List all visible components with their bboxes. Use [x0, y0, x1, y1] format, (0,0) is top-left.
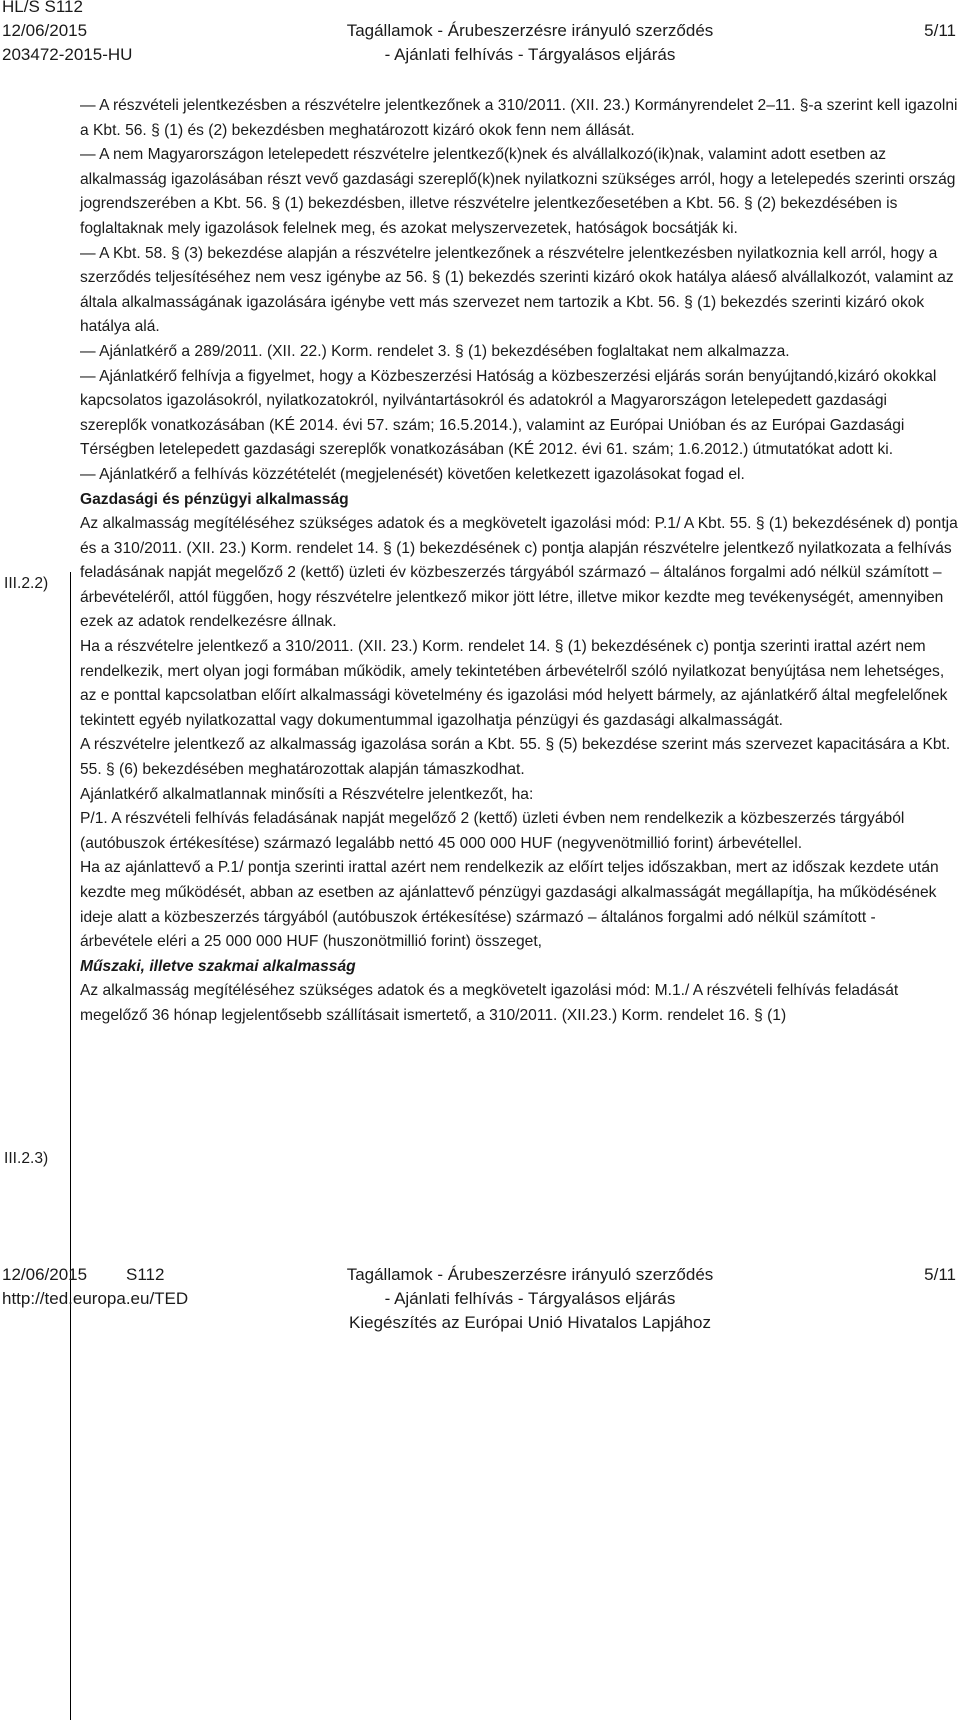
- paragraph: — A Kbt. 58. § (3) bekezdése alapján a részvételre jelentkezőnek a részvételre jelentkezésben nyilatkoznia kell arról, hogy a szerződés teljesítéséhez nem vesz igénybe az 56. § (1) bekezdés szerinti kizáró okok hatálya aláeső alvállalkozót, valamint az általa alkalmasságának igazolására igénybe vett más szervezet nem tartozik a Kbt. 56. § (1) bekezdés szerinti kizáró okok hatálya alá.: [80, 244, 954, 336]
- paragraph: P/1. A részvételi felhívás feladásának napját megelőző 2 (kettő) üzleti évben nem rendelkezik a közbeszerzés tárgyából (autóbuszok értékesítése) származó legalább nettó 45 000 000 HUF (negyvenötmillió forint) árbevétellel.: [80, 810, 905, 852]
- section-label: III.2.2): [4, 575, 49, 592]
- document-body: [80, 94, 958, 1029]
- footer-title: Tagállamok - Árubeszerzésre irányuló szerződés: [346, 1265, 714, 1284]
- section-label: III.2.3): [4, 1150, 49, 1167]
- header-title: Tagállamok - Árubeszerzésre irányuló szerződés: [346, 21, 714, 40]
- paragraph: Az alkalmasság megítéléséhez szükséges adatok és a megkövetelt igazolási mód: M.1./ A részvételi felhívás feladását megelőző 36 hónap legjelentősebb szállításait ismertető, a 310/2011. (XII.23.) Korm. rendelet 16. § (1): [80, 982, 899, 1024]
- paragraph: — A nem Magyarországon letelepedett részvételre jelentkező(k)nek és alvállalkozó(ik)nak, valamint adott esetben az alkalmasság igazolásában részt vevő gazdasági szereplő(k)nek nyilatkozni szükséges arról, hogy a letelepedés szerinti ország jogrendszerében a Kbt. 56. § (1) bekezdésben, illetve részvételre jelentkezőesetében a Kbt. 56. § (2) bekezdésében is foglaltaknak mely igazolások felelnek meg, és azokat melyszervezetek, hatóságok bocsátják ki.: [80, 146, 956, 237]
- paragraph: — Ajánlatkérő felhívja a figyelmet, hogy a Közbeszerzési Hatóság a közbeszerzési eljárás során benyújtandó,kizáró okokkal kapcsolatos igazolásokról, nyilatkozatokról, nyilvántartásokról és adatokról a Magyarországon letelepedett gazdasági szereplők vonatkozásában (KÉ 2014. évi 57. szám; 16.5.2014.), valamint az Európai Unióban és az Európai Gazdasági Térségben letelepedett gazdasági szereplők vonatkozásában (KÉ 2012. évi 61. szám; 1.6.2012.) útmutatókat adott ki.: [80, 367, 937, 459]
- paragraph: — Ajánlatkérő a felhívás közzétételét (megjelenését) követően keletkezett igazolásokat fogad el.: [80, 465, 745, 483]
- footer-page: 5/11: [924, 1265, 956, 1284]
- footer-url[interactable]: http://ted.europa.eu/TED: [2, 1289, 189, 1308]
- page-header: [0, 0, 960, 70]
- paragraph: Az alkalmasság megítéléséhez szükséges adatok és a megkövetelt igazolási mód: P.1/ A Kbt. 55. § (1) bekezdésének d) pontja és a 310/2011. (XII. 23.) Korm. rendelet 14. § (1) bekezdésének c) pontja alapján részvételre jelentkező nyilatkozata a felhívás feladásának napját megelőző 2 (kettő) üzleti év közbeszerzés tárgyából származó – általános forgalmi adó nélkül számított – árbevételéről, attól függően, hogy részvételre jelentkező mikor jött létre, illetve mikor kezdte meg tevékenységét, amennyiben ezek az adatok rendelkezésre állnak.: [80, 515, 958, 631]
- doc-ref: HL/S S112: [2, 0, 83, 16]
- header-subtitle: - Ajánlati felhívás - Tárgyalásos eljárás: [384, 45, 676, 64]
- footer-supplement: Kiegészítés az Európai Unió Hivatalos Lapjához: [349, 1313, 711, 1332]
- paragraph: Ha az ajánlattevő a P.1/ pontja szerinti irattal azért nem rendelkezik az előírt teljes időszakban, mert az időszak kezdete után kezdte meg működését, abban az esetben az ajánlattevő pénzügyi gazdasági alkalmasságát megállapítja, ha működésének ideje alatt a közbeszerzés tárgyából (autóbuszok értékesítése) származó – általános forgalmi adó nélkül számított -: [80, 859, 939, 926]
- paragraph: — A részvételi jelentkezésben a részvételre jelentkezőnek a 310/2011. (XII. 23.) Kormányrendelet 2–11. §-a szerint kell igazolni a Kbt. 56. § (1) és (2) bekezdésben meghatározott kizáró okok fenn nem állását.: [80, 97, 958, 139]
- paragraph: A részvételre jelentkező az alkalmasság igazolása során a Kbt. 55. § (5) bekezdése szerint más szervezet kapacitására a Kbt. 55. § (6) bekezdésében meghatározottak alapján támaszkodhat.: [80, 736, 951, 779]
- page-footer: [0, 1264, 960, 1334]
- section-heading: Gazdasági és pénzügyi alkalmasság: [80, 490, 349, 508]
- paragraph: Ha a részvételre jelentkező a 310/2011. (XII. 23.) Korm. rendelet 14. § (1) bekezdésének c) pontja szerinti irattal azért nem rendelkezik, mert olyan jogi formában működik, amely tekintetében árbevételről szóló nyilatkozat benyújtása nem lehetséges, az e ponttal kapcsolatban előírt alkalmassági követelmény és igazolási mód helyett bármely, az ajánlatkérő által megfelelőnek tekintett egyéb nyilatkozattal vagy dokumentummal igazolhatja pénzügyi és gazdasági alkalmasságát.: [80, 638, 948, 729]
- paragraph: Ajánlatkérő alkalmatlannak minősíti a Részvételre jelentkezőt, ha:: [80, 785, 534, 803]
- paragraph: — Ajánlatkérő a 289/2011. (XII. 22.) Korm. rendelet 3. § (1) bekezdésében foglaltakat nem alkalmazza.: [80, 342, 790, 360]
- header-page: 5/11: [924, 21, 956, 40]
- footer-date: 12/06/2015: [2, 1265, 88, 1284]
- paragraph: árbevétele eléri a 25 000 000 HUF (huszonötmillió forint) összeget,: [80, 933, 542, 951]
- header-id: 203472-2015-HU: [2, 45, 133, 64]
- section-rule: [70, 572, 71, 1720]
- footer-subtitle: - Ajánlati felhívás - Tárgyalásos eljárás: [384, 1289, 676, 1308]
- section-heading: Műszaki, illetve szakmai alkalmasság: [80, 957, 356, 975]
- footer-issue: S112: [126, 1265, 165, 1284]
- header-date: 12/06/2015: [2, 21, 88, 40]
